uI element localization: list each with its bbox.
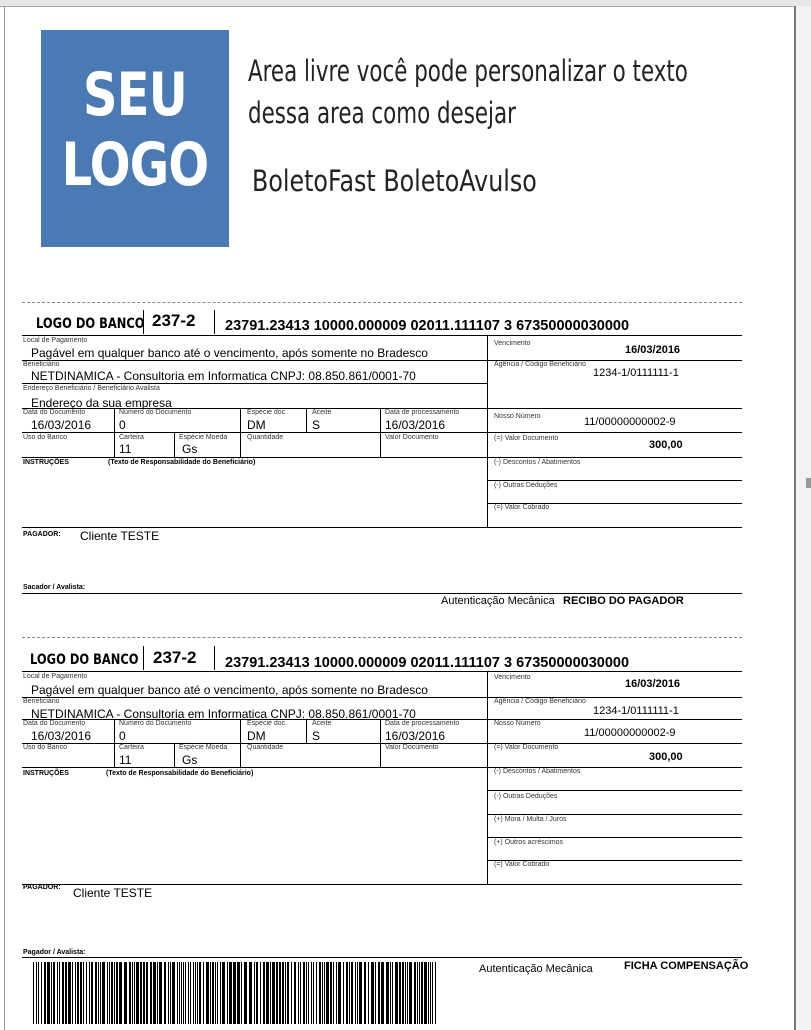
value-local-pagamento: Pagável em qualquer banco até o vencimento, após somente no Bradesco [31, 346, 428, 360]
barcode-bar [157, 962, 158, 1024]
barcode-bar [179, 962, 180, 1024]
value-especie-doc: DM [247, 729, 266, 743]
label-local-pagamento: Local de Pagamento [23, 337, 88, 344]
label-local-pagamento: Local de Pagamento [23, 673, 88, 680]
label-valor-cobrado: (=) Valor Cobrado [494, 504, 550, 511]
barcode-bar [381, 962, 384, 1024]
barcode-bar [324, 962, 325, 1024]
barcode-bar [364, 962, 366, 1024]
divider [306, 409, 307, 433]
row-line [22, 767, 742, 768]
label-uso-banco: Uso do Banco [23, 434, 67, 441]
barcode-bar [57, 962, 58, 1024]
barcode-bar [303, 962, 305, 1024]
barcode-bar [333, 962, 334, 1024]
label-mora: (+) Mora / Multa / Juros [494, 816, 567, 823]
barcode-bar [432, 962, 433, 1024]
label-pagador: PAGADOR: [23, 531, 61, 538]
divider [114, 409, 115, 457]
barcode-bar [233, 962, 236, 1024]
barcode-bar [102, 962, 105, 1024]
label-instrucoes: INSTRUÇÕES [23, 770, 69, 777]
barcode-bar [168, 962, 169, 1024]
free-text-line-2: dessa area como desejar [248, 96, 516, 130]
label-sacador: Sacador / Avalista: [23, 584, 86, 591]
digitable-line: 23791.23413 10000.000009 02011.111107 3 67350000030000 [225, 318, 630, 334]
barcode-bar [100, 962, 101, 1024]
value-pagador: Cliente TESTE [73, 886, 153, 900]
barcode-bar [351, 962, 353, 1024]
label-descontos: (-) Descontos / Abatimentos [494, 459, 581, 466]
bank-logo: LOGO DO BANCO [30, 652, 139, 668]
bank-logo: LOGO DO BANCO [36, 316, 145, 332]
value-data-documento: 16/03/2016 [31, 418, 92, 432]
barcode-bar [183, 962, 184, 1024]
barcode-bar [215, 962, 216, 1024]
barcode-bar [62, 962, 64, 1024]
bank-code: 237-2 [153, 648, 197, 667]
barcode-bar [392, 962, 393, 1024]
scrollbar-track[interactable] [796, 6, 811, 1030]
value-valor-documento: 300,00 [649, 439, 683, 451]
value-aceite: S [312, 729, 321, 743]
row-line [22, 697, 742, 698]
free-text-subtitle: BoletoFast BoletoAvulso [252, 164, 537, 198]
window-left-border [4, 6, 5, 1030]
value-pagador: Cliente TESTE [80, 529, 160, 543]
barcode-bar [260, 962, 261, 1024]
row-line [22, 884, 742, 885]
barcode-bar [227, 962, 228, 1024]
barcode-bar [190, 962, 191, 1024]
label-especie-doc: Espécie doc. [247, 720, 288, 727]
barcode-bar [326, 962, 329, 1024]
value-carteira: 11 [119, 753, 132, 767]
barcode-bar [153, 962, 156, 1024]
label-aceite: Aceite [312, 720, 332, 727]
barcode-bar [287, 962, 289, 1024]
barcode-bar [72, 962, 73, 1024]
barcode-bar [298, 962, 299, 1024]
barcode-bar [313, 962, 314, 1024]
company-logo [41, 30, 229, 247]
barcode-bar [146, 962, 148, 1024]
barcode-bar [47, 962, 50, 1024]
window-right-border [794, 6, 796, 1030]
barcode-bar [311, 962, 312, 1024]
barcode-bar [300, 962, 301, 1024]
barcode-bar [266, 962, 269, 1024]
barcode-bar [336, 962, 337, 1024]
logo-line-2: LOGO [61, 130, 209, 200]
label-vencimento: Vencimento [494, 674, 531, 681]
barcode [33, 962, 438, 1024]
barcode-bar [285, 962, 286, 1024]
barcode-bar [65, 962, 67, 1024]
value-especie-moeda: Gs [182, 442, 198, 456]
barcode-bar [107, 962, 108, 1024]
barcode-bar [177, 962, 178, 1024]
barcode-bar [136, 962, 139, 1024]
barcode-bar [390, 962, 391, 1024]
value-numero-documento: 0 [119, 418, 126, 432]
divider [174, 744, 175, 767]
value-beneficiario: NETDINAMICA - Consultoria em Informatica CNPJ: 08.850.861/0001-70 [31, 369, 416, 383]
barcode-bar [276, 962, 278, 1024]
value-data-processamento: 16/03/2016 [385, 729, 446, 743]
barcode-bar [378, 962, 380, 1024]
barcode-bar [249, 962, 252, 1024]
label-quantidade: Quantidade [247, 434, 284, 441]
barcode-bar [263, 962, 265, 1024]
barcode-bar [414, 962, 416, 1024]
label-recibo-pagador: RECIBO DO PAGADOR [563, 595, 684, 607]
row-line [487, 814, 742, 815]
row-line [22, 527, 742, 528]
barcode-bar [294, 962, 296, 1024]
value-endereco: Endereço da sua empresa [31, 396, 172, 410]
value-numero-documento: 0 [119, 729, 126, 743]
label-ficha-compensacao: FICHA COMPENSAÇÃO [624, 960, 749, 972]
value-especie-doc: DM [247, 418, 266, 432]
value-valor-documento: 300,00 [649, 751, 683, 763]
barcode-bar [95, 962, 97, 1024]
divider [174, 433, 175, 457]
barcode-bar [346, 962, 348, 1024]
barcode-bar [291, 962, 292, 1024]
value-vencimento: 16/03/2016 [625, 344, 681, 356]
barcode-bar [405, 962, 406, 1024]
barcode-bar [421, 962, 423, 1024]
barcode-bar [197, 962, 198, 1024]
barcode-bar [220, 962, 221, 1024]
barcode-bar [282, 962, 284, 1024]
barcode-bar [77, 962, 79, 1024]
barcode-bar [330, 962, 332, 1024]
label-beneficiario: Beneficiário [23, 698, 60, 705]
barcode-bar [424, 962, 427, 1024]
bank-code: 237-2 [152, 311, 196, 330]
barcode-bar [212, 962, 214, 1024]
label-instrucoes-note: (Texto de Responsabilidade do Beneficiário) [106, 770, 254, 777]
row-line [22, 360, 742, 361]
cut-line [22, 637, 742, 638]
label-especie-doc: Espécie doc. [247, 409, 288, 416]
barcode-bar [36, 962, 37, 1024]
barcode-bar [371, 962, 374, 1024]
barcode-bar [430, 962, 431, 1024]
barcode-bar [68, 962, 71, 1024]
barcode-bar [172, 962, 175, 1024]
value-agencia: 1234-1/0111111-1 [593, 367, 679, 379]
barcode-bar [359, 962, 362, 1024]
label-autenticacao: Autenticação Mecânica [441, 595, 555, 607]
barcode-bar [375, 962, 376, 1024]
label-endereco: Endereço Beneficiário / Beneficiário Avalista [23, 385, 160, 392]
barcode-bar [181, 962, 182, 1024]
free-text-area [248, 50, 688, 134]
label-nosso-numero: Nosso Número [494, 720, 541, 727]
value-beneficiario: NETDINAMICA - Consultoria em Informatica CNPJ: 08.850.861/0001-70 [31, 707, 416, 721]
row-line [22, 457, 742, 458]
label-pagador: PAGADOR: [23, 884, 61, 891]
barcode-bar [195, 962, 196, 1024]
barcode-bar [338, 962, 341, 1024]
row-line [22, 383, 487, 384]
barcode-bar [395, 962, 398, 1024]
barcode-bar [132, 962, 133, 1024]
barcode-bar [129, 962, 131, 1024]
label-carteira: Carteira [119, 434, 144, 441]
label-data-processamento: Data de processamento [385, 409, 460, 416]
barcode-bar [124, 962, 127, 1024]
row-line [22, 432, 742, 433]
value-carteira: 11 [119, 442, 132, 456]
value-agencia: 1234-1/0111111-1 [593, 705, 679, 717]
barcode-bar [143, 962, 145, 1024]
barcode-bar [355, 962, 356, 1024]
label-carteira: Carteira [119, 744, 144, 751]
barcode-bar [170, 962, 171, 1024]
label-instrucoes: INSTRUÇÕES [23, 459, 69, 466]
barcode-bar [116, 962, 118, 1024]
barcode-bar [86, 962, 87, 1024]
barcode-bar [343, 962, 344, 1024]
label-quantidade: Quantidade [247, 744, 284, 751]
row-line [487, 837, 742, 838]
barcode-bar [222, 962, 225, 1024]
barcode-bar [435, 962, 436, 1024]
barcode-bar [419, 962, 420, 1024]
barcode-bar [203, 962, 204, 1024]
value-data-documento: 16/03/2016 [31, 729, 92, 743]
barcode-bar [164, 962, 166, 1024]
label-autenticacao: Autenticação Mecânica [479, 963, 593, 975]
label-uso-banco: Uso do Banco [23, 744, 67, 751]
label-instrucoes-note: (Texto de Responsabilidade do Beneficiário) [108, 459, 256, 466]
barcode-bar [237, 962, 240, 1024]
label-data-documento: Data do Documento [23, 720, 86, 727]
barcode-bar [119, 962, 122, 1024]
value-local-pagamento: Pagável em qualquer banco até o vencimento, após somente no Bradesco [31, 683, 428, 697]
label-data-processamento: Data de processamento [385, 720, 460, 727]
barcode-bar [417, 962, 418, 1024]
barcode-bar [308, 962, 309, 1024]
label-especie-moeda: Espécie Moeda [179, 434, 228, 441]
label-aceite: Aceite [312, 409, 332, 416]
barcode-bar [185, 962, 186, 1024]
row-line [22, 671, 742, 672]
label-valor-documento-mid: Valor Documento [385, 434, 439, 441]
barcode-bar [256, 962, 258, 1024]
cut-line [22, 302, 742, 303]
barcode-bar [319, 962, 321, 1024]
barcode-bar [217, 962, 218, 1024]
divider [214, 646, 215, 670]
divider [143, 646, 144, 670]
barcode-bar [402, 962, 404, 1024]
label-especie-moeda: Espécie Moeda [179, 744, 228, 751]
value-especie-moeda: Gs [182, 753, 198, 767]
label-data-documento: Data do Documento [23, 409, 86, 416]
label-outras-deducoes: (-) Outras Deduções [494, 793, 558, 800]
divider [306, 720, 307, 743]
value-aceite: S [312, 418, 321, 432]
barcode-bar [150, 962, 152, 1024]
barcode-bar [91, 962, 93, 1024]
barcode-bar [272, 962, 275, 1024]
barcode-bar [44, 962, 46, 1024]
barcode-bar [316, 962, 317, 1024]
column-divider [487, 672, 488, 885]
barcode-bar [80, 962, 82, 1024]
label-vencimento: Vencimento [494, 340, 531, 347]
value-nosso-numero: 11/00000000002-9 [584, 727, 676, 739]
barcode-bar [407, 962, 408, 1024]
barcode-bar [193, 962, 194, 1024]
barcode-bar [89, 962, 90, 1024]
divider [240, 409, 241, 457]
barcode-bar [241, 962, 242, 1024]
barcode-bar [357, 962, 358, 1024]
row-line [22, 957, 742, 958]
barcode-bar [41, 962, 42, 1024]
barcode-bar [188, 962, 189, 1024]
barcode-bar [51, 962, 52, 1024]
barcode-bar [59, 962, 60, 1024]
barcode-bar [159, 962, 162, 1024]
barcode-bar [428, 962, 429, 1024]
barcode-bar [206, 962, 209, 1024]
barcode-bar [134, 962, 135, 1024]
label-numero-documento: Número do Documento [119, 720, 192, 727]
label-valor-documento: (=) Valor Documento [494, 744, 559, 751]
row-line [487, 480, 742, 481]
barcode-bar [53, 962, 55, 1024]
row-line [487, 790, 742, 791]
label-agencia: Agência / Código Beneficiário [494, 698, 586, 705]
free-text-line-1: Area livre você pode personalizar o texto [248, 54, 688, 88]
label-outras-deducoes: (-) Outras Deduções [494, 482, 558, 489]
barcode-bar [229, 962, 232, 1024]
barcode-bar [399, 962, 401, 1024]
value-vencimento: 16/03/2016 [625, 678, 681, 690]
value-data-processamento: 16/03/2016 [385, 418, 446, 432]
label-valor-cobrado: (=) Valor Cobrado [494, 861, 550, 868]
digitable-line: 23791.23413 10000.000009 02011.111107 3 67350000030000 [225, 655, 630, 671]
barcode-bar [210, 962, 211, 1024]
label-nosso-numero: Nosso Número [494, 413, 541, 420]
scrollbar-thumb[interactable] [806, 478, 811, 488]
label-agencia: Agência / Código Beneficiário [494, 361, 586, 368]
label-valor-documento: (=) Valor Documento [494, 435, 559, 442]
label-valor-documento-mid: Valor Documento [385, 744, 439, 751]
barcode-bar [279, 962, 281, 1024]
barcode-bar [38, 962, 39, 1024]
label-outros-acrescimos: (+) Outros acréscimos [494, 839, 564, 846]
value-nosso-numero: 11/00000000002-9 [584, 416, 676, 428]
barcode-bar [109, 962, 110, 1024]
barcode-bar [75, 962, 76, 1024]
barcode-bar [199, 962, 201, 1024]
barcode-bar [409, 962, 412, 1024]
barcode-bar [270, 962, 271, 1024]
label-numero-documento: Número do Documento [119, 409, 192, 416]
barcode-bar [349, 962, 350, 1024]
label-pagador-avalista: Pagador / Avalista: [23, 949, 86, 956]
divider [380, 409, 381, 457]
barcode-bar [322, 962, 323, 1024]
logo-line-1: SEU [83, 60, 187, 130]
barcode-bar [368, 962, 369, 1024]
barcode-bar [111, 962, 113, 1024]
label-beneficiario: Beneficiário [23, 361, 60, 368]
barcode-bar [33, 962, 34, 1024]
divider [214, 310, 215, 334]
row-line [22, 593, 742, 594]
barcode-bar [386, 962, 389, 1024]
barcode-bar [254, 962, 255, 1024]
barcode-bar [140, 962, 142, 1024]
window-top-border [0, 0, 811, 7]
barcode-bar [306, 962, 307, 1024]
barcode-bar [114, 962, 115, 1024]
barcode-bar [244, 962, 247, 1024]
divider [143, 310, 144, 334]
barcode-bar [98, 962, 99, 1024]
label-descontos: (-) Descontos / Abatimentos [494, 768, 581, 775]
row-line [22, 335, 742, 336]
barcode-bar [83, 962, 84, 1024]
